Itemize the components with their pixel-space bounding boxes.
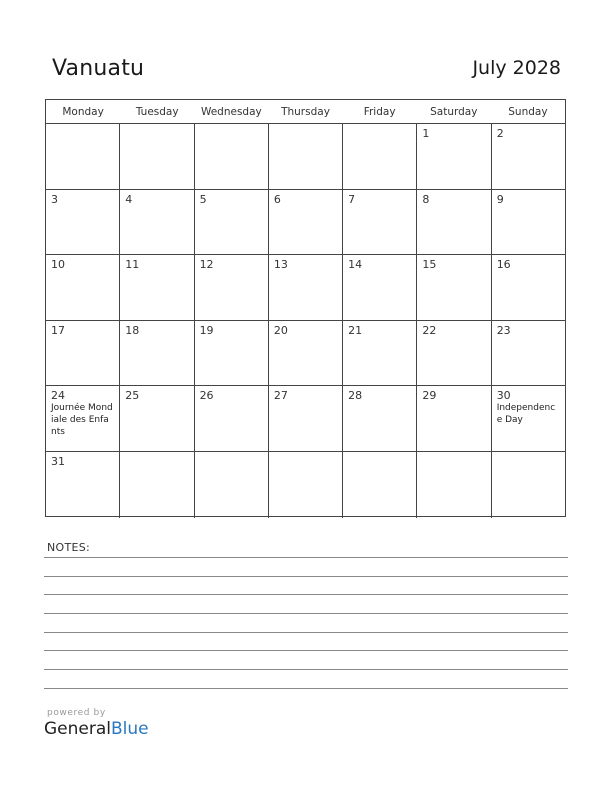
calendar-week-row <box>46 255 565 321</box>
calendar-day-cell <box>492 386 565 451</box>
calendar-day-cell <box>492 190 565 255</box>
calendar-week-row <box>46 321 565 387</box>
notes-line <box>44 576 568 577</box>
day-number: 2 <box>496 127 504 140</box>
day-number: 22 <box>422 323 437 337</box>
calendar-day-cell <box>269 124 343 189</box>
calendar-week-row <box>46 190 565 256</box>
calendar-day-cell <box>195 386 269 451</box>
calendar-day-cell <box>120 321 194 386</box>
calendar-day-cell <box>343 321 417 386</box>
day-number: 21 <box>348 323 363 337</box>
calendar-day-cell <box>120 190 194 255</box>
calendar-weeks <box>46 124 565 518</box>
calendar-day-cell <box>492 452 565 518</box>
calendar-day-cell <box>195 190 269 255</box>
calendar-day-cell <box>269 452 343 518</box>
calendar-day-cell <box>46 124 120 189</box>
day-number: 3 <box>51 192 58 206</box>
calendar-day-cell <box>343 124 417 189</box>
day-number: 6 <box>273 192 281 206</box>
calendar-grid <box>45 99 566 517</box>
calendar-day-cell <box>195 124 269 189</box>
calendar-day-cell <box>343 255 417 320</box>
brand-general-text: General <box>44 719 111 739</box>
calendar-day-cell <box>417 386 491 451</box>
calendar-day-cell <box>120 386 194 451</box>
calendar-day-cell <box>46 386 120 451</box>
holiday-label: Independence Day <box>496 403 556 426</box>
calendar-week-row <box>46 386 565 452</box>
day-number: 9 <box>496 192 504 206</box>
day-number: 28 <box>348 389 363 403</box>
calendar-day-cell <box>417 452 491 518</box>
day-number: 19 <box>199 323 214 337</box>
calendar-day-cell <box>269 386 343 451</box>
calendar-day-cell <box>492 255 565 320</box>
day-number: 27 <box>273 389 288 403</box>
day-number: 15 <box>422 258 437 272</box>
day-number: 31 <box>51 454 65 468</box>
calendar-day-cell <box>120 255 194 320</box>
day-number: 17 <box>51 323 65 337</box>
calendar-day-cell <box>417 255 491 320</box>
weekday-wednesday: Wednesday <box>200 106 262 118</box>
brand-blue-text: Blue <box>111 719 149 739</box>
day-number: 8 <box>422 192 430 206</box>
calendar-day-cell <box>343 452 417 518</box>
calendar-day-cell <box>46 321 120 386</box>
day-number: 29 <box>422 389 437 403</box>
day-number: 16 <box>496 258 511 272</box>
calendar-day-cell <box>492 124 565 189</box>
calendar-day-cell <box>195 321 269 386</box>
calendar-day-cell <box>195 452 269 518</box>
calendar-day-cell <box>417 321 491 386</box>
weekday-header-row <box>46 100 565 124</box>
day-number: 4 <box>125 192 133 206</box>
powered-by-text: powered by <box>47 708 106 718</box>
notes-line <box>44 688 568 689</box>
day-number: 11 <box>125 258 140 272</box>
notes-line <box>44 669 568 670</box>
calendar-day-cell <box>46 452 120 518</box>
calendar-day-cell <box>269 321 343 386</box>
calendar-day-cell <box>269 255 343 320</box>
calendar-day-cell <box>46 190 120 255</box>
day-number: 5 <box>199 192 207 206</box>
calendar-day-cell <box>120 452 194 518</box>
day-number: 12 <box>199 258 214 272</box>
brand-name <box>44 719 149 739</box>
notes-line <box>44 613 568 614</box>
notes-line <box>44 557 568 558</box>
day-number: 18 <box>125 323 140 337</box>
day-number: 1 <box>422 127 430 140</box>
brand-logo <box>44 708 149 739</box>
calendar-country-title: Vanuatu <box>52 56 145 81</box>
calendar-day-cell <box>417 190 491 255</box>
holiday-label: Journée Mondiale des Enfants <box>51 403 113 438</box>
day-number: 26 <box>199 389 214 403</box>
weekday-monday: Monday <box>62 106 104 118</box>
calendar-day-cell <box>46 255 120 320</box>
calendar-day-cell <box>343 190 417 255</box>
weekday-friday: Friday <box>363 106 396 118</box>
weekday-tuesday: Tuesday <box>135 106 179 118</box>
calendar-day-cell <box>343 386 417 451</box>
calendar-day-cell <box>417 124 491 189</box>
calendar-day-cell <box>269 190 343 255</box>
calendar-week-row <box>46 124 565 190</box>
calendar-month-title: July 2028 <box>472 57 561 79</box>
calendar-day-cell <box>120 124 194 189</box>
day-number: 24 <box>51 389 65 403</box>
notes-label: NOTES: <box>47 541 91 554</box>
day-number: 10 <box>51 258 65 272</box>
weekday-sunday: Sunday <box>508 106 548 118</box>
day-number: 23 <box>496 323 511 337</box>
notes-line <box>44 632 568 633</box>
weekday-saturday: Saturday <box>430 106 478 118</box>
day-number: 13 <box>273 258 288 272</box>
calendar-week-row <box>46 452 565 518</box>
calendar-day-cell <box>195 255 269 320</box>
day-number: 14 <box>348 258 363 272</box>
day-number: 20 <box>273 323 288 337</box>
day-number: 30 <box>496 389 511 403</box>
calendar-day-cell <box>492 321 565 386</box>
notes-line <box>44 650 568 651</box>
weekday-thursday: Thursday <box>281 106 330 118</box>
day-number: 7 <box>348 192 356 206</box>
day-number: 25 <box>125 389 140 403</box>
notes-line <box>44 594 568 595</box>
